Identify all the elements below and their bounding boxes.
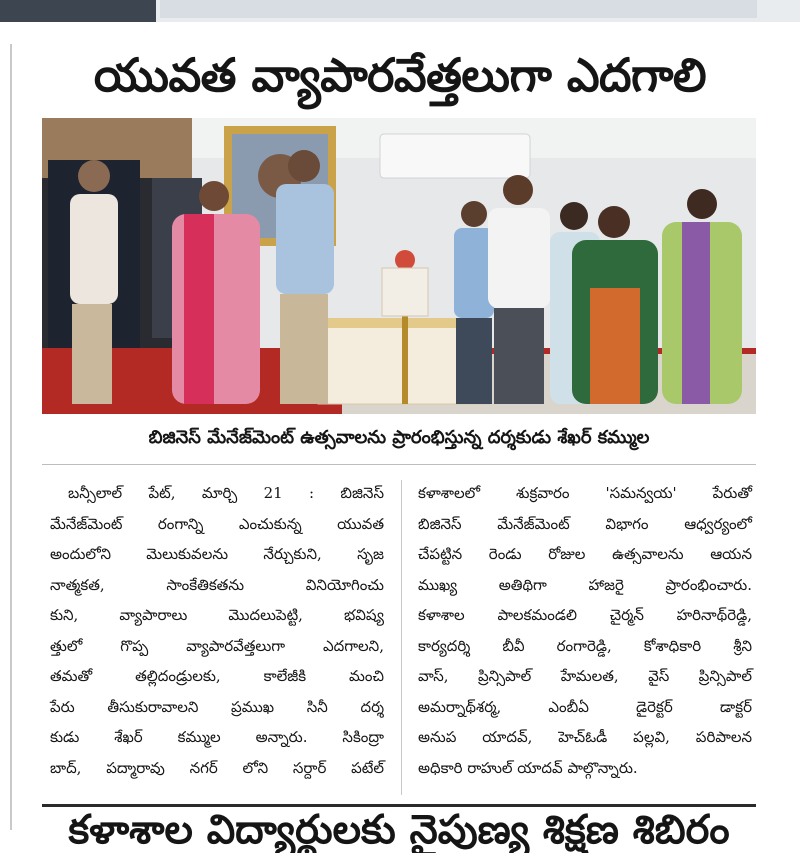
caption-divider [42,464,756,465]
article-line: చేపట్టిన రెండు రోజుల ఉత్సవాలను ఆయన [418,545,752,563]
article-line: కుని, వ్యాపారాలు మొదలుపెట్టి, భవిష్య [50,606,384,624]
article-line: కళాశాల పాలకమండలి చైర్మన్ హరినాథ్‌రెడ్డి, [418,606,752,624]
article-line: మేనేజ్‌మెంట్ రంగాన్ని ఎంచుకున్న యువత [50,514,384,533]
article-line: తమతో తల్లిదండ్రులకు, కాలేజీకి మంచి [50,667,384,685]
article-line: అనుప యాదవ్, హెచ్‌ఓడీ పల్లవి, పరిపాలన [418,728,752,746]
article-column-2 [418,478,752,783]
article-line: బాద్, పద్మారావు నగర్ లోని సర్దార్ పటేల్ [50,758,384,777]
photo-caption: బిజినెస్ మేనేజ్‌మెంట్ ఉత్సవాలను ప్రారంభిస్తున్న దర్శకుడు శేఖర్ కమ్ముల [148,427,650,448]
article-line: అందులోని మెలుకువలను నేర్చుకుని, సృజ [50,545,384,563]
event-photo [42,118,756,414]
top-bar-dark-segment [0,0,156,22]
next-article-headline [42,807,756,853]
article-line: నాత్మకత, సాంకేతికతను వినియోగించు [50,575,384,594]
article-line: బన్సీలాల్ పేట్, మార్చి 21 : బిజినెస్ [68,484,384,502]
top-navigation-bar [0,0,800,22]
article-column-1 [50,478,384,783]
article-line: అమర్నాథ్‌శర్మ, ఎంబీఏ డైరెక్టర్ డాక్టర్ [418,697,752,716]
article-line: బిజినెస్ మేనేజ్‌మెంట్ విభాగం ఆధ్వర్యంలో [418,514,752,533]
article-line: అధికారి రాహుల్ యాదవ్ పాల్గొన్నారు. [418,758,638,777]
article-line: వాస్, ప్రిన్సిపాల్ హేమలత, వైస్ ప్రిన్సిపాల్ [418,667,752,685]
article-line: త్తులో గొప్ప వ్యాపారవేత్తలుగా ఎదగాలని, [50,636,384,655]
article-line: కార్యదర్శి బీవీ రంగారెడ్డి, కోశాధికారి శ్రీని [418,636,752,655]
column-divider [401,480,402,795]
article-line: కళాశాలలో శుక్రవారం 'సమన్వయ' పేరుతో [418,484,752,502]
article-line: కుడు శేఖర్ కమ్ముల అన్నారు. సికింద్రా [50,728,384,746]
article-line: ముఖ్య అతిథిగా హాజరై ప్రారంభించారు. [418,575,752,594]
next-headline-text: కళాశాల విద్యార్థులకు నైపుణ్య శిక్షణ శిబిరం [68,807,730,853]
top-bar-light-segment [160,0,757,18]
article-line: పేరు తీసుకురావాలని ప్రముఖ సినీ దర్శ [50,697,384,716]
left-margin-rule [10,44,12,830]
article-headline: యువత వ్యాపారవేత్తలుగా ఎదగాలి [93,48,707,102]
